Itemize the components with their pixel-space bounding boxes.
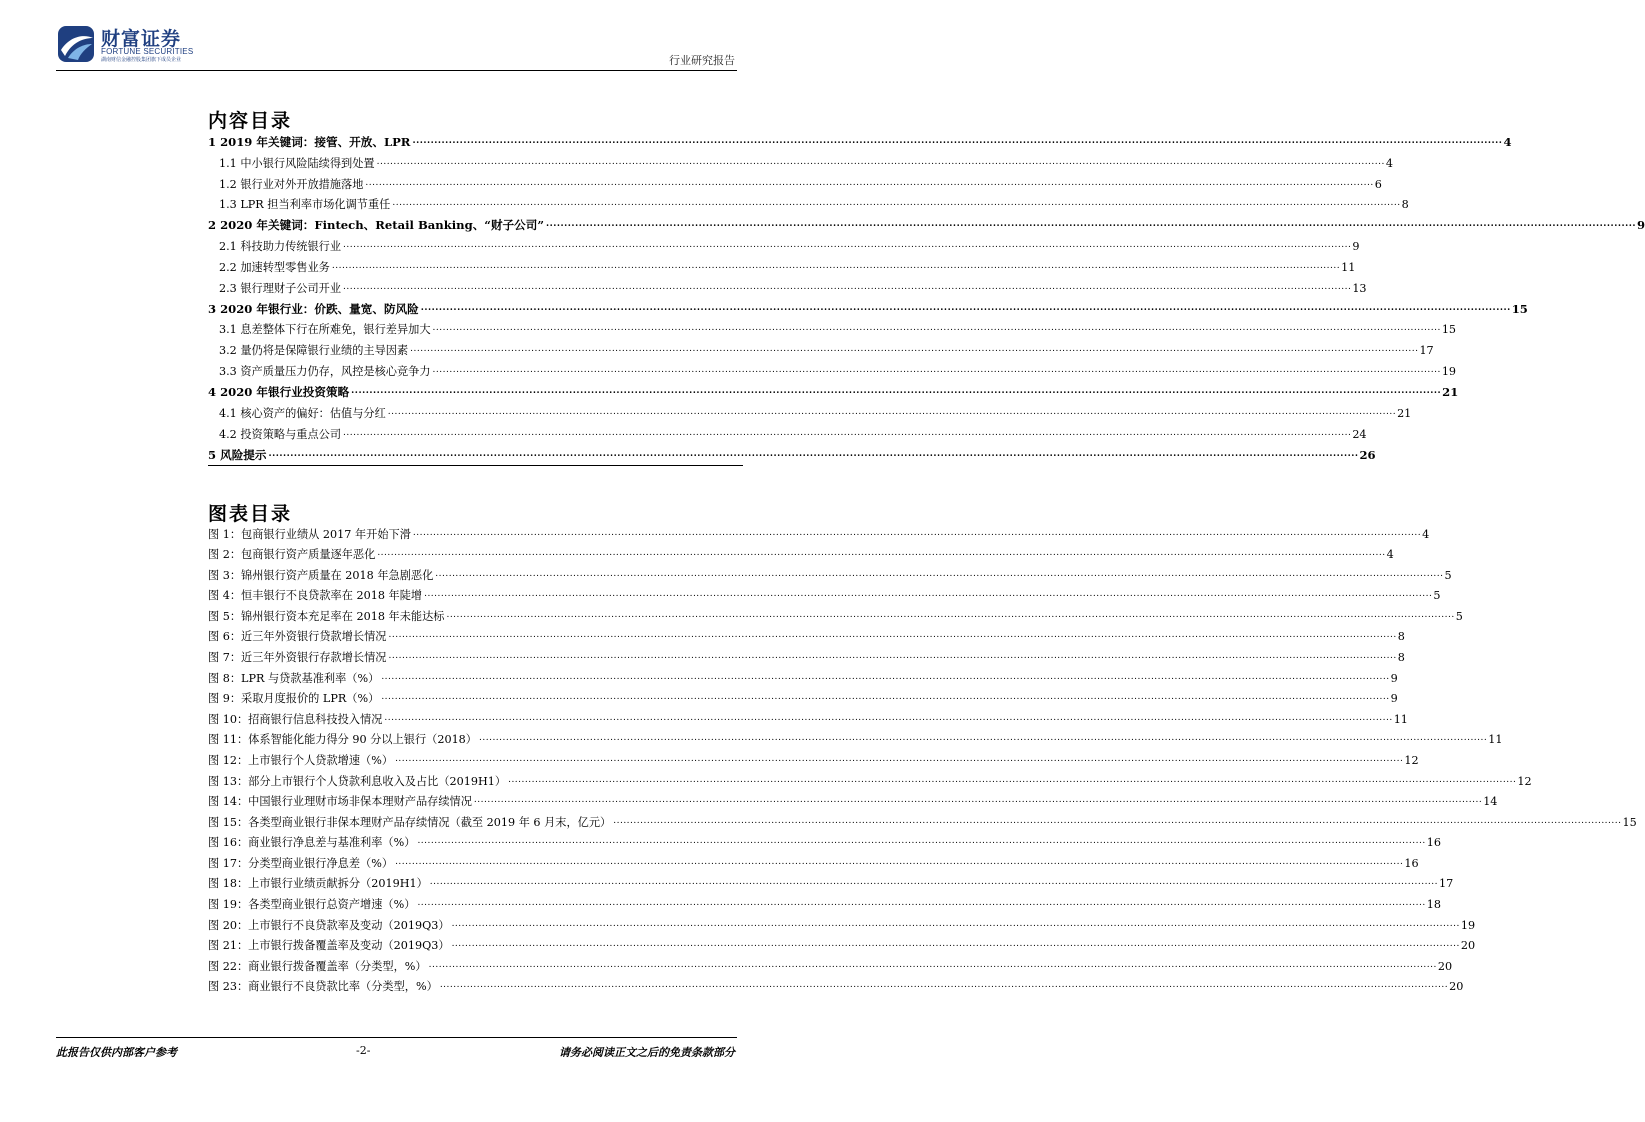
header-divider xyxy=(56,70,737,71)
entry-label: 图 22：商业银行拨备覆盖率（分类型，%） xyxy=(208,959,427,973)
entry-page-number: 18 xyxy=(1426,897,1441,911)
entry-label: 图 23：商业银行不良贷款比率（分类型，%） xyxy=(208,980,438,994)
dot-leader: ............................................................................................................................................................................................................................................................................................................ xyxy=(331,260,1341,271)
figure-entry[interactable] xyxy=(208,767,1532,788)
dot-leader: ............................................................................................................................................................................................................................................................................................................ xyxy=(428,959,1437,970)
page-number: -2- xyxy=(356,1044,371,1057)
figure-entry[interactable] xyxy=(208,849,1419,870)
toc-entry[interactable] xyxy=(208,420,1367,441)
dot-leader: ............................................................................................................................................................................................................................................................................................................ xyxy=(451,939,1460,950)
dot-leader: ............................................................................................................................................................................................................................................................................................................ xyxy=(546,219,1636,230)
dot-leader: ............................................................................................................................................................................................................................................................................................................ xyxy=(473,795,1483,806)
figure-entry[interactable] xyxy=(208,932,1476,953)
dot-leader: ............................................................................................................................................................................................................................................................................................................ xyxy=(384,712,1393,723)
entry-label: 图 7：近三年外资银行存款增长情况 xyxy=(208,651,387,665)
entry-page-number: 4 xyxy=(1385,156,1393,170)
footer-notice: 请务必阅读正文之后的免责条款部分 xyxy=(559,1046,735,1059)
dot-leader: ............................................................................................................................................................................................................................................................................................................ xyxy=(417,897,1426,908)
entry-label: 图 13：部分上市银行个人贷款利息收入及占比（2019H1） xyxy=(208,774,507,788)
entry-page-number: 5 xyxy=(1433,589,1441,603)
figure-entry[interactable] xyxy=(208,808,1637,829)
toc-entry[interactable] xyxy=(208,170,1382,191)
dot-leader: ............................................................................................................................................................................................................................................................................................................ xyxy=(388,651,1397,662)
report-type: 行业研究报告 xyxy=(669,54,735,67)
entry-page-number: 15 xyxy=(1441,323,1457,337)
entry-label: 图 14：中国银行业理财市场非保本理财产品存续情况 xyxy=(208,795,472,809)
entry-page-number: 20 xyxy=(1449,980,1464,994)
entry-label: 4.1 核心资产的偏好：估值与分红 xyxy=(219,406,386,420)
entry-page-number: 11 xyxy=(1393,712,1408,726)
dot-leader: ............................................................................................................................................................................................................................................................................................................ xyxy=(424,589,1433,600)
entry-page-number: 19 xyxy=(1441,365,1457,379)
figure-entry[interactable] xyxy=(208,890,1441,911)
entry-label: 2 2020 年关键词：Fintech、Retail Banking、“财子公司” xyxy=(208,218,544,233)
entry-page-number: 8 xyxy=(1397,651,1405,665)
fortune-securities-logo-icon xyxy=(56,24,96,64)
entry-label: 图 11：体系智能化能力得分 90 分以上银行（2018） xyxy=(208,733,477,747)
dot-leader: ............................................................................................................................................................................................................................................................................................................ xyxy=(439,980,1449,991)
entry-page-number: 15 xyxy=(1511,301,1528,316)
toc-entry[interactable] xyxy=(208,399,1412,420)
entry-page-number: 20 xyxy=(1460,939,1476,953)
entry-page-number: 5 xyxy=(1455,609,1463,623)
toc-entry[interactable] xyxy=(208,128,1512,149)
entry-page-number: 16 xyxy=(1426,836,1441,850)
entry-label: 1.1 中小银行风险陆续得到处置 xyxy=(219,156,375,170)
entry-page-number: 11 xyxy=(1341,260,1356,274)
toc-entry[interactable] xyxy=(208,274,1367,295)
entry-page-number: 9 xyxy=(1352,240,1360,254)
entry-page-number: 21 xyxy=(1397,406,1412,420)
entry-page-number: 11 xyxy=(1488,733,1503,747)
entry-label: 图 19：各类型商业银行总资产增速（%） xyxy=(208,897,416,911)
footer-divider xyxy=(56,1037,737,1038)
entry-label: 图 6：近三年外资银行贷款增长情况 xyxy=(208,630,387,644)
toc-entry[interactable] xyxy=(208,253,1356,274)
entry-label: 2.1 科技助力传统银行业 xyxy=(219,240,342,254)
dot-leader: ............................................................................................................................................................................................................................................................................................................ xyxy=(613,815,1622,826)
entry-label: 图 12：上市银行个人贷款增速（%） xyxy=(208,753,394,767)
dot-leader: ............................................................................................................................................................................................................................................................................................................ xyxy=(377,548,1386,559)
figure-entry[interactable] xyxy=(208,582,1441,603)
entry-label: 2.3 银行理财子公司开业 xyxy=(219,281,342,295)
toc-entry[interactable] xyxy=(208,441,1376,462)
entry-label: 图 16：商业银行净息差与基准利率（%） xyxy=(208,836,416,850)
entry-label: 图 8：LPR 与贷款基准利率（%） xyxy=(208,671,380,685)
figure-entry[interactable] xyxy=(208,746,1419,767)
entry-page-number: 4 xyxy=(1422,527,1430,541)
entry-page-number: 4 xyxy=(1386,548,1394,562)
company-logo xyxy=(56,22,196,66)
entry-label: 2.2 加速转型零售业务 xyxy=(219,260,330,274)
figure-entry[interactable] xyxy=(208,541,1394,562)
entry-page-number: 24 xyxy=(1352,427,1367,441)
toc-entry[interactable] xyxy=(208,357,1457,379)
toc-entry[interactable] xyxy=(208,232,1360,254)
entry-page-number: 9 xyxy=(1390,692,1398,706)
logo-subtitle: 湖南财信金融控股集团旗下成员企业 xyxy=(101,57,182,63)
entry-page-number: 8 xyxy=(1397,630,1405,644)
dot-leader: ............................................................................................................................................................................................................................................................................................................ xyxy=(376,156,1385,167)
entry-label: 图 9：采取月度报价的 LPR（%） xyxy=(208,692,380,706)
dot-leader: ............................................................................................................................................................................................................................................................................................................ xyxy=(351,385,1442,396)
entry-label: 1.2 银行业对外开放措施落地 xyxy=(219,177,364,191)
entry-label: 图 1：包商银行业绩从 2017 年开始下滑 xyxy=(208,527,411,541)
entry-label: 图 2：包商银行资产质量逐年恶化 xyxy=(208,548,376,562)
logo-english-name: FORTUNE SECURITIES xyxy=(101,47,194,56)
entry-label: 图 18：上市银行业绩贡献拆分（2019H1） xyxy=(208,877,428,891)
entry-page-number: 17 xyxy=(1419,344,1434,358)
entry-page-number: 13 xyxy=(1352,281,1367,295)
toc-entry[interactable] xyxy=(208,295,1528,316)
figure-entry[interactable] xyxy=(208,643,1405,665)
figure-entry[interactable] xyxy=(208,623,1405,644)
entry-label: 图 17：分类型商业银行净息差（%） xyxy=(208,856,394,870)
entry-label: 4 2020 年银行业投资策略 xyxy=(208,384,350,399)
dot-leader: ............................................................................................................................................................................................................................................................................................................ xyxy=(365,177,1374,188)
dot-leader: ............................................................................................................................................................................................................................................................................................................ xyxy=(446,609,1455,620)
figure-entry[interactable] xyxy=(208,726,1503,747)
entry-page-number: 12 xyxy=(1404,753,1419,767)
figure-entry[interactable] xyxy=(208,870,1454,891)
contents-title: 内容目录 xyxy=(208,110,293,132)
dot-leader: ............................................................................................................................................................................................................................................................................................................ xyxy=(392,198,1401,209)
entry-page-number: 6 xyxy=(1374,177,1382,191)
entry-page-number: 17 xyxy=(1439,877,1454,891)
figure-entry[interactable] xyxy=(208,829,1441,850)
entry-label: 图 4：恒丰银行不良贷款率在 2018 年陡增 xyxy=(208,589,423,603)
entry-page-number: 12 xyxy=(1517,774,1532,788)
toc-entry[interactable] xyxy=(208,378,1459,399)
figure-entry[interactable] xyxy=(208,952,1453,973)
entry-label: 图 20：上市银行不良贷款率及变动（2019Q3） xyxy=(208,918,450,932)
entry-label: 图 10：招商银行信息科技投入情况 xyxy=(208,712,383,726)
dot-leader: ............................................................................................................................................................................................................................................................................................................ xyxy=(395,753,1404,764)
figures-title: 图表目录 xyxy=(208,503,293,525)
figure-entry[interactable] xyxy=(208,561,1452,582)
figure-entry[interactable] xyxy=(208,705,1408,726)
entry-page-number: 19 xyxy=(1460,918,1476,932)
entry-page-number: 5 xyxy=(1444,568,1452,582)
dot-leader: ............................................................................................................................................................................................................................................................................................................ xyxy=(435,568,1444,579)
entry-label: 3.2 量仍将是保障银行业绩的主导因素 xyxy=(219,344,409,358)
dot-leader: ............................................................................................................................................................................................................................................................................................................ xyxy=(381,692,1390,703)
entry-page-number: 14 xyxy=(1483,795,1498,809)
toc-entry[interactable] xyxy=(208,211,1645,233)
dot-leader: ............................................................................................................................................................................................................................................................................................................ xyxy=(417,836,1426,847)
dot-leader: ............................................................................................................................................................................................................................................................................................................ xyxy=(410,344,1419,355)
figure-entry[interactable] xyxy=(208,520,1430,541)
dot-leader: ............................................................................................................................................................................................................................................................................................................ xyxy=(387,406,1397,417)
entry-label: 图 3：锦州银行资产质量在 2018 年急剧恶化 xyxy=(208,568,434,582)
entry-label: 3.3 资产质量压力仍存，风控是核心竞争力 xyxy=(219,365,431,379)
entry-page-number: 4 xyxy=(1503,134,1512,149)
entry-label: 5 风险提示 xyxy=(208,447,267,462)
entry-label: 4.2 投资策略与重点公司 xyxy=(219,427,342,441)
dot-leader: ............................................................................................................................................................................................................................................................................................................ xyxy=(343,240,1352,251)
entry-label: 3.1 息差整体下行在所难免，银行差异加大 xyxy=(219,323,431,337)
dot-leader: ............................................................................................................................................................................................................................................................................................................ xyxy=(429,877,1439,888)
dot-leader: ............................................................................................................................................................................................................................................................................................................ xyxy=(451,918,1460,929)
entry-page-number: 16 xyxy=(1404,856,1419,870)
entry-page-number: 9 xyxy=(1390,671,1398,685)
figure-entry[interactable] xyxy=(208,911,1476,932)
toc-entry[interactable] xyxy=(208,191,1409,212)
entry-label: 图 15：各类型商业银行非保本理财产品存续情况（截至 2019 年 6 月末，亿元） xyxy=(208,815,612,829)
dot-leader: ............................................................................................................................................................................................................................................................................................................ xyxy=(432,323,1441,334)
entry-page-number: 8 xyxy=(1401,198,1409,212)
dot-leader: ............................................................................................................................................................................................................................................................................................................ xyxy=(388,630,1397,641)
entry-page-number: 20 xyxy=(1437,959,1453,973)
entry-label: 1 2019 年关键词：接管、开放、LPR xyxy=(208,134,411,149)
entry-label: 图 5：锦州银行资本充足率在 2018 年未能达标 xyxy=(208,609,445,623)
entry-label: 图 21：上市银行拨备覆盖率及变动（2019Q3） xyxy=(208,939,450,953)
dot-leader: ............................................................................................................................................................................................................................................................................................................ xyxy=(412,527,1422,538)
contents-list xyxy=(208,128,1645,466)
toc-entry[interactable] xyxy=(208,336,1434,358)
dot-leader: ............................................................................................................................................................................................................................................................................................................ xyxy=(412,135,1503,146)
figures-list xyxy=(208,520,1637,994)
figure-entry[interactable] xyxy=(208,664,1398,685)
dot-leader: ............................................................................................................................................................................................................................................................................................................ xyxy=(479,733,1488,744)
dot-leader: ............................................................................................................................................................................................................................................................................................................ xyxy=(395,856,1404,867)
dot-leader: ............................................................................................................................................................................................................................................................................................................ xyxy=(420,302,1511,313)
figure-entry[interactable] xyxy=(208,788,1498,809)
entry-page-number: 21 xyxy=(1442,384,1459,399)
entry-label: 1.3 LPR 担当利率市场化调节重任 xyxy=(219,198,391,212)
dot-leader: ............................................................................................................................................................................................................................................................................................................ xyxy=(343,427,1352,438)
footer-disclaimer: 此报告仅供内部客户参考 xyxy=(56,1046,177,1059)
toc-entry[interactable] xyxy=(208,149,1393,170)
figure-entry[interactable] xyxy=(208,602,1463,623)
entry-page-number: 15 xyxy=(1622,815,1637,829)
dot-leader: ............................................................................................................................................................................................................................................................................................................ xyxy=(432,365,1441,376)
entry-page-number: 26 xyxy=(1359,447,1376,462)
figure-entry[interactable] xyxy=(208,685,1398,706)
dot-leader: ............................................................................................................................................................................................................................................................................................................ xyxy=(381,671,1390,682)
dot-leader: ............................................................................................................................................................................................................................................................................................................ xyxy=(268,448,1359,459)
dot-leader: ............................................................................................................................................................................................................................................................................................................ xyxy=(508,774,1517,785)
figure-entry[interactable] xyxy=(208,973,1464,994)
dot-leader: ............................................................................................................................................................................................................................................................................................................ xyxy=(343,281,1352,292)
toc-entry[interactable] xyxy=(208,316,1457,337)
entry-page-number: 9 xyxy=(1637,218,1645,233)
entry-label: 3 2020 年银行业：价跌、量宽、防风险 xyxy=(208,301,419,316)
logo-chinese-name: 财富证券 xyxy=(101,28,182,50)
